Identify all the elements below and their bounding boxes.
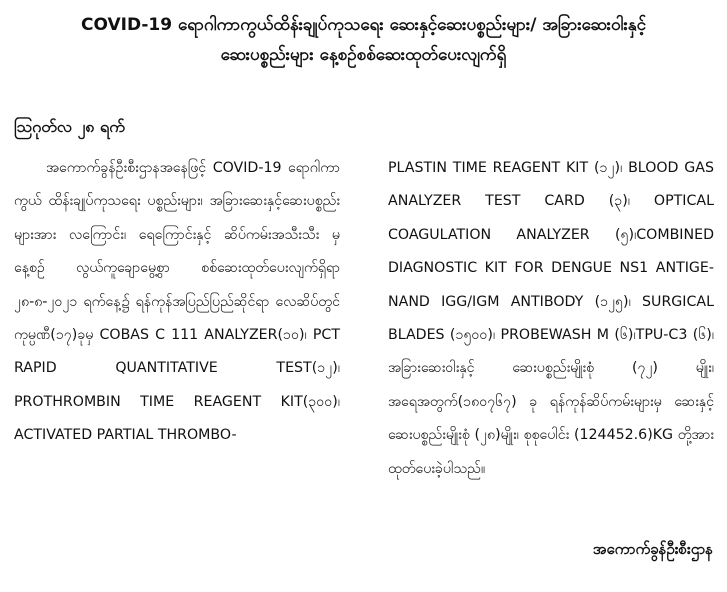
body-paragraph-right: PLASTIN TIME REAGENT KIT (၁၂)၊ BLOOD GAS ANALYZER TEST CARD (၃)၊ OPTICAL COAGULATION ANALYZER (၅)၊COMBINED DIAGNOSTIC KIT FOR DENGUE NS1 ANTIGE-NAND IGG/IGM ANTIBODY (၁၂၅)၊ SURGICAL BLADES (၁၅၀၀)၊ PROBEWASH M (၆)၊TPU-C3 (၆)၊ အခြားဆေးဝါးနှင့် ဆေးပစ္စည်းမျိုးစုံ (၇၂) မျိုး၊ အရေအတွက်(၁၈၀၇၆၇) ခု ရန်ကုန်ဆိပ်ကမ်းများမှ ဆေးနှင့်ဆေးပစ္စည်းမျိုးစုံ (၂၈)မျိုး၊ စုစုပေါင်း (124452.6)KG တို့အား ထုတ်ပေးခဲ့ပါသည်။ <box>388 160 714 477</box>
page-title <box>0 10 727 70</box>
body-column-left <box>14 152 340 453</box>
signature: အကောက်ခွန်ဦးစီးဌာန <box>592 540 713 558</box>
dateline: ဩဂုတ်လ ၂၈ ရက် <box>14 117 125 136</box>
body-column-right <box>388 152 714 486</box>
title-line-1: COVID-19 ရောဂါကာကွယ်ထိန်းချုပ်ကုသရေး ဆေးနှင့်ဆေးပစ္စည်းများ/ အခြားဆေးဝါးနှင့် <box>81 15 646 35</box>
title-line-2: ဆေးပစ္စည်းများ နေ့စဉ်စစ်ဆေးထုတ်ပေးလျက်ရှိ <box>220 45 507 65</box>
body-paragraph-left: အကောက်ခွန်ဦးစီးဌာနအနေဖြင့် COVID-19 ရောဂါကာကွယ် ထိန်းချုပ်ကုသရေး ပစ္စည်းများ၊ အခြားဆေးနှင့်ဆေးပစ္စည်းများအား လကြောင်း၊ ရေကြောင်းနှင့် ဆိပ်ကမ်းအသီးသီး မှ နေ့စဉ် လွယ်ကူချောမွေ့စွာ စစ်ဆေးထုတ်ပေးလျက်ရှိရာ ၂၈-၈-၂၀၂၁ ရက်နေ့၌ ရန်ကုန်အပြည်ပြည်ဆိုင်ရာ လေဆိပ်တွင် ကုမ္ပဏီ(၁၇)ခုမှ COBAS C 111 ANALYZER(၁၀)၊ PCT RAPID QUANTITATIVE TEST(၁၂)၊ PROTHROMBIN TIME REAGENT KIT(၃၀၀)၊ ACTIVATED PARTIAL THROMBO- <box>14 160 340 444</box>
